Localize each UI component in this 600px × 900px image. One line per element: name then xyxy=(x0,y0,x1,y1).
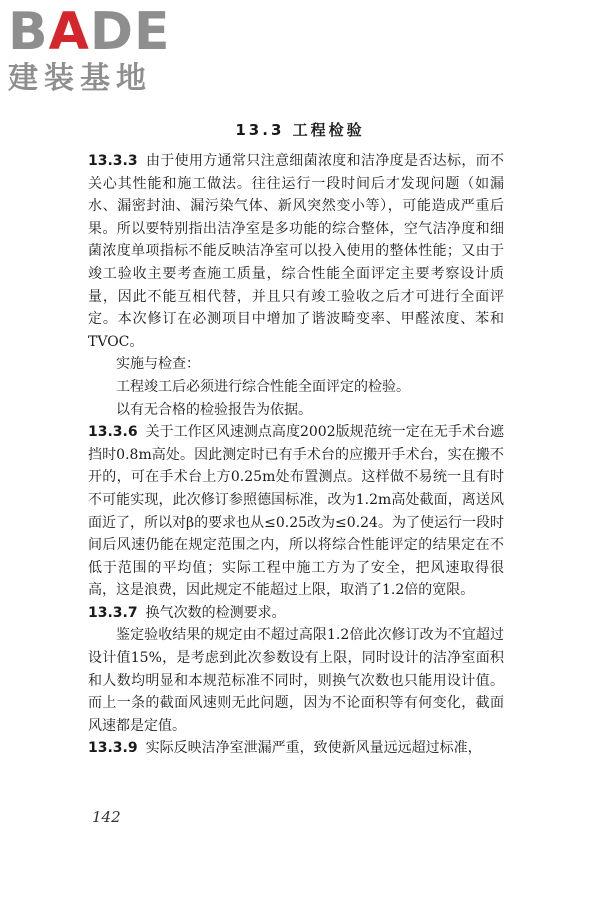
document-body xyxy=(88,150,504,760)
clause-13-3-3 xyxy=(88,150,504,353)
implementation-line: 以有无合格的检验报告为依据。 xyxy=(116,401,312,418)
clause-13-3-9 xyxy=(88,737,504,760)
section-title: 13.3 工程检验 xyxy=(235,121,365,139)
clause-paragraph: 鉴定验收结果的规定由不超过高限1.2倍此次修订改为不宜超过设计值15%，是考虑到此次参数设有上限，同时设计的洁净室面积和人数均明显和本规范标准不同时，则换气次数也只能用设计值。而上一条的截面风速则无此问题，因为不论面积等有何变化，截面风速都是定值。 xyxy=(88,627,504,734)
logo-subtitle: 建装基地 xyxy=(8,61,152,96)
clause-number: 13.3.6 xyxy=(88,424,138,441)
implementation-heading: 实施与检查： xyxy=(116,356,200,373)
clause-number: 13.3.9 xyxy=(88,740,138,757)
logo xyxy=(8,2,178,96)
clause-text: 由于使用方通常只注意细菌浓度和洁净度是否达标，而不关心其性能和施工做法。往往运行一段时间后才发现问题（如漏水、漏密封油、漏污染气体、新风突然变小等），可能造成严重后果。所以要特别指出洁净室是多功能的综合整体，空气洁净度和细菌浓度单项指标不能反映洁净室可以投入使用的整体性能；又由于竣工验收主要考查施工质量，综合性能全面评定主要考察设计质量，因此不能互相代替，并且只有竣工验收之后才可进行全面评定。本次修订在必测项目中增加了谐波畸变率、甲醛浓度、苯和TVOC。 xyxy=(88,153,504,350)
implementation-line: 工程竣工后必须进行综合性能全面评定的检验。 xyxy=(116,378,410,395)
clause-13-3-7 xyxy=(88,602,504,625)
clause-text: 实际反映洁净室泄漏严重，致使新风量远远超过标准， xyxy=(145,740,482,757)
logo-wordmark: BADE xyxy=(8,2,171,62)
clause-text: 换气次数的检测要求。 xyxy=(145,604,286,621)
page-number: 142 xyxy=(92,808,121,826)
logo-accent-letter: A xyxy=(48,2,90,62)
clause-text: 关于工作区风速测点高度2002版规范统一定在无手术台遮挡时0.8m高处。因此测定时已有手术台的应搬开手术台，实在搬不开的，可在手术台上方0.25m处布置测点。这样做不易统一且有时不可能实现，此次修订参照德国标准，改为1.2m高处截面，离送风面近了，所以对β的要求也从≤0.25改为≤0.24。为了使运行一段时间后风速仍能在规定范围之内，所以将综合性能评定的结果定在不低于范围的平均值；实际工程中施工方为了安全，把风速取得很高，这是浪费，因此规定不能超过上限，取消了1.2倍的宽限。 xyxy=(88,424,504,599)
clause-number: 13.3.3 xyxy=(88,153,138,169)
clause-number: 13.3.7 xyxy=(88,604,138,621)
clause-13-3-6 xyxy=(88,421,504,602)
